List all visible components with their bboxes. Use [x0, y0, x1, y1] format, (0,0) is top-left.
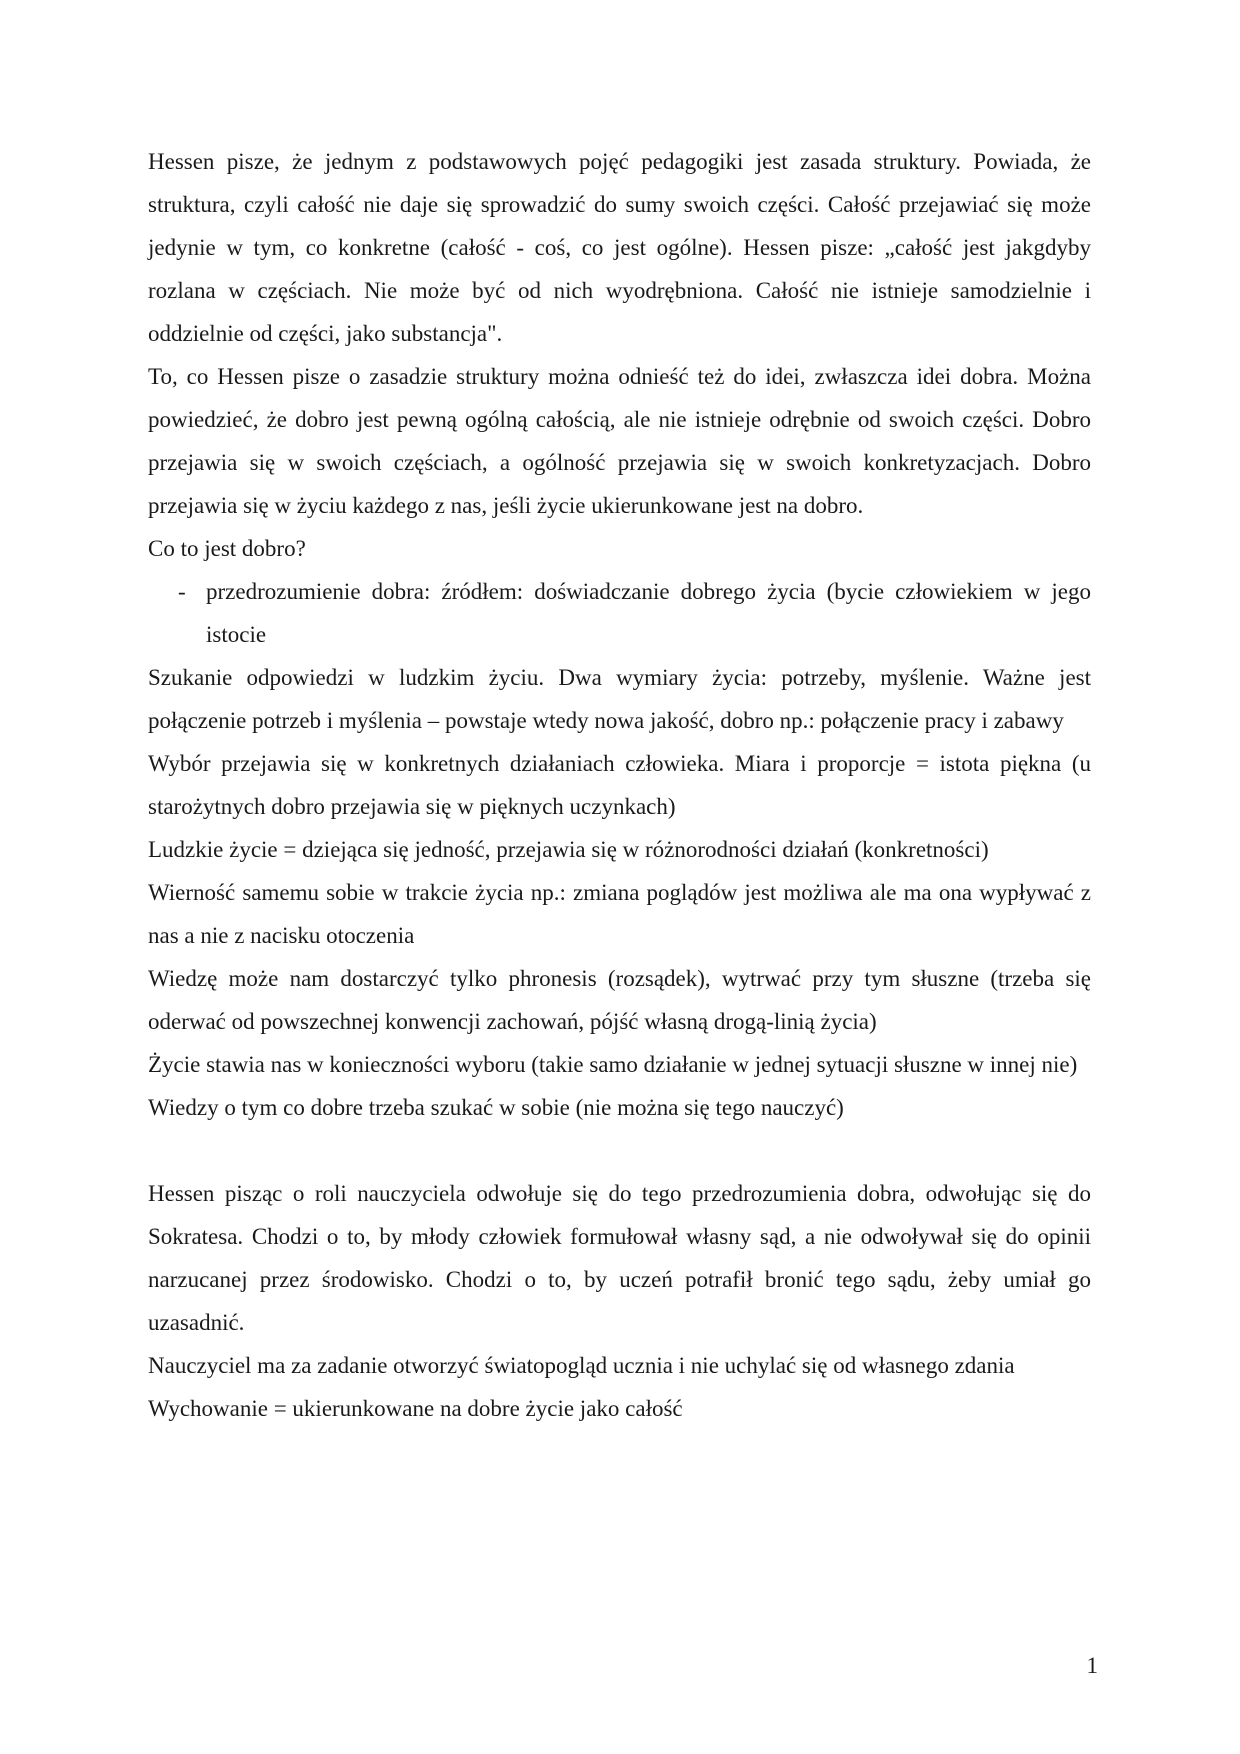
blank-line: [148, 1129, 1091, 1172]
paragraph-phronesis: Wiedzę może nam dostarczyć tylko phronesis (rozsądek), wytrwać przy tym słuszne (trzeba się oderwać od powszechnej konwencji zachowań, pójść własną drogą-linią życia): [148, 966, 1091, 1034]
paragraph-choice: Wybór przejawia się w konkretnych działaniach człowieka. Miara i proporcje = istota piękna (u starożytnych dobro przejawia się w pięknych uczynkach): [148, 751, 1091, 819]
list-item: [148, 570, 1091, 656]
bullet-list: [148, 570, 1091, 656]
paragraph-upbringing: Wychowanie = ukierunkowane na dobre życie jako całość: [148, 1396, 683, 1421]
paragraph-human-life: Ludzkie życie = dziejąca się jedność, przejawia się w różnorodności działań (konkretności): [148, 837, 989, 862]
page-number: 1: [1086, 1653, 1098, 1678]
paragraph-knowledge-of-good: Wiedzy o tym co dobre trzeba szukać w sobie (nie można się tego nauczyć): [148, 1095, 844, 1120]
paragraph-faithfulness: Wierność samemu sobie w trakcie życia np.: zmiana poglądów jest możliwa ale ma ona wypływać z nas a nie z nacisku otoczenia: [148, 880, 1091, 948]
list-item-text: przedrozumienie dobra: źródłem: doświadczanie dobrego życia (bycie człowiekiem w jego istocie: [206, 579, 1091, 647]
document-body: [148, 140, 1091, 1430]
paragraph-teacher-task: Nauczyciel ma za zadanie otworzyć światopogląd ucznia i nie uchylać się od własnego zdania: [148, 1353, 1015, 1378]
paragraph-teacher-role: Hessen pisząc o roli nauczyciela odwołuje się do tego przedrozumienia dobra, odwołując się do Sokratesa. Chodzi o to, by młody człowiek formułował własny sąd, a nie odwoływał się do opinii narzucanej przez środowisko. Chodzi o to, by uczeń potrafił bronić tego sądu, żeby umiał go uzasadnić.: [148, 1181, 1091, 1335]
paragraph-seeking-answers: Szukanie odpowiedzi w ludzkim życiu. Dwa wymiary życia: potrzeby, myślenie. Ważne jest połączenie potrzeb i myślenia – powstaje wtedy nowa jakość, dobro np.: połączenie pracy i zabawy: [148, 665, 1091, 733]
paragraph-necessity-of-choice: Życie stawia nas w konieczności wyboru (takie samo działanie w jednej sytuacji słuszne w innej nie): [148, 1052, 1078, 1077]
paragraph-idea-of-good: To, co Hessen pisze o zasadzie struktury można odnieść też do idei, zwłaszcza idei dobra. Można powiedzieć, że dobro jest pewną ogólną całością, ale nie istnieje odrębnie od swoich części. Dobro przejawia się w swoich częściach, a ogólność przejawia się w swoich konkretyzacjach. Dobro przejawia się w życiu każdego z nas, jeśli życie ukierunkowane jest na dobro.: [148, 364, 1091, 518]
list-dash: -: [178, 579, 186, 604]
paragraph-question: Co to jest dobro?: [148, 536, 306, 561]
paragraph-structure-principle: Hessen pisze, że jednym z podstawowych pojęć pedagogiki jest zasada struktury. Powiada, że struktura, czyli całość nie daje się sprowadzić do sumy swoich części. Całość przejawiać się może jedynie w tym, co konkretne (całość - coś, co jest ogólne). Hessen pisze: „całość jest jakgdyby rozlana w częściach. Nie może być od nich wyodrębniona. Całość nie istnieje samodzielnie i oddzielnie od części, jako substancja".: [148, 149, 1091, 346]
